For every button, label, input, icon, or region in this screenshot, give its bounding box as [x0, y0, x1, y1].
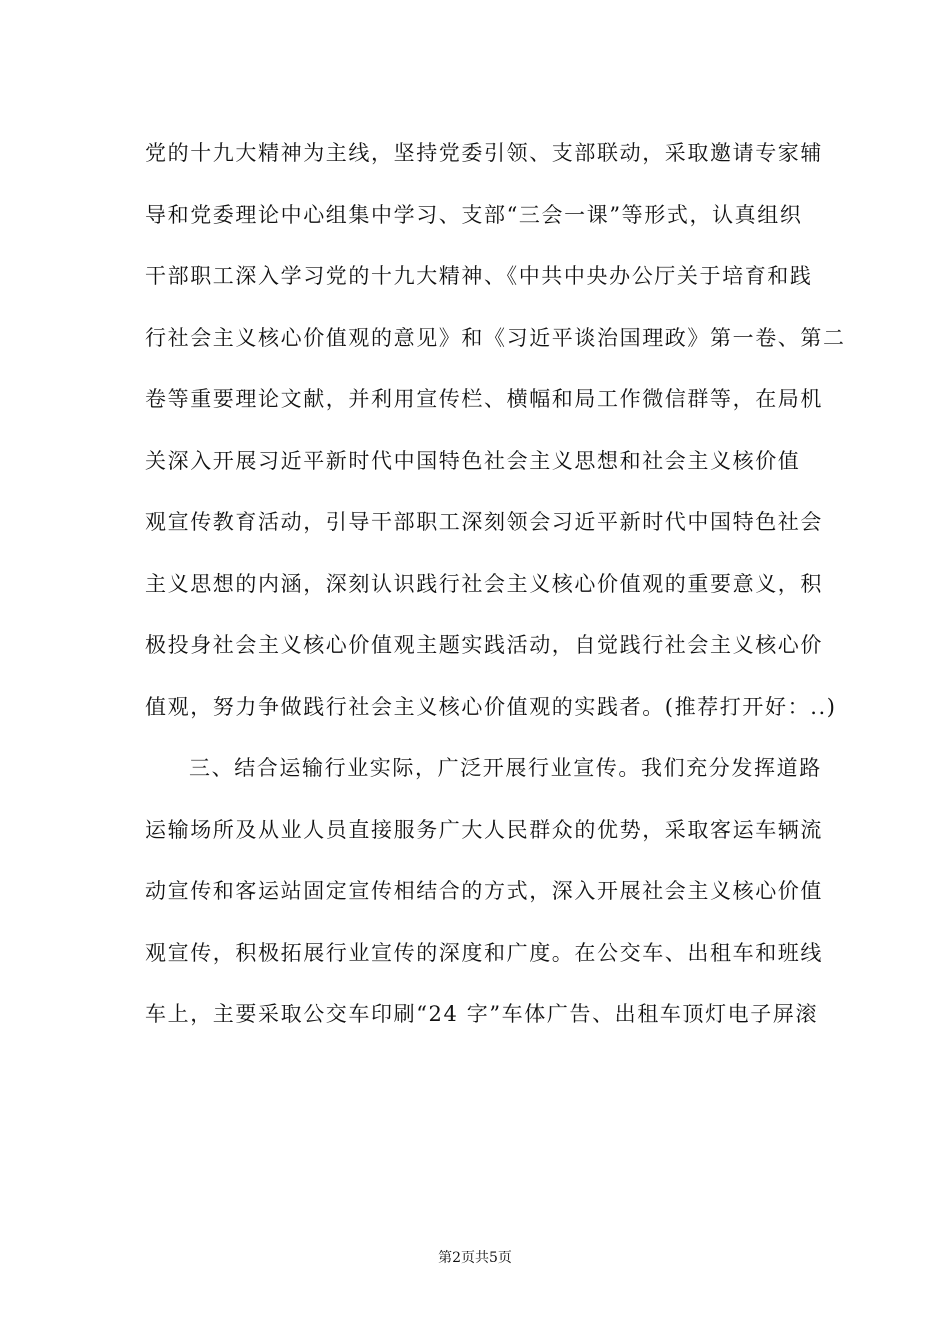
text-line: 党的十九大精神为主线，坚持党委引领、支部联动，采取邀请专家辅 [145, 141, 823, 165]
body-text [145, 126, 846, 1049]
text-line: 动宣传和客运站固定宣传相结合的方式，深入开展社会主义核心价值 [145, 879, 823, 903]
text-line: 干部职工深入学习党的十九大精神、《中共中央办公厅关于培育和践 [145, 264, 813, 288]
text-line: 值观，努力争做践行社会主义核心价值观的实践者。(推荐打开好：..) [145, 694, 837, 719]
text-line: 行社会主义核心价值观的意见》和《习近平谈治国理政》第一卷、第二 [145, 325, 846, 350]
text-line: 主义思想的内涵，深刻认识践行社会主义核心价值观的重要意义，积 [145, 571, 823, 596]
text-line: 运输场所及从业人员直接服务广大人民群众的优势，采取客运车辆流 [145, 817, 823, 842]
page-number-footer: 第2页共5页 [438, 1250, 512, 1266]
text-line: 卷等重要理论文献，并利用宣传栏、横幅和局工作微信群等，在局机 [145, 387, 823, 411]
text-line: 车上，主要采取公交车印刷“24 字”车体广告、出租车顶灯电子屏滚 [145, 1002, 819, 1026]
text-line: 极投身社会主义核心价值观主题实践活动，自觉践行社会主义核心价 [145, 633, 823, 657]
paragraph-start-line: 三、结合运输行业实际，广泛开展行业宣传。我们充分发挥道路 [189, 756, 822, 780]
text-line: 观宣传教育活动，引导干部职工深刻领会习近平新时代中国特色社会 [145, 510, 823, 534]
text-line: 观宣传，积极拓展行业宣传的深度和广度。在公交车、出租车和班线 [145, 940, 823, 965]
text-line: 导和党委理论中心组集中学习、支部“三会一课”等形式，认真组织 [145, 202, 803, 227]
text-line: 关深入开展习近平新时代中国特色社会主义思想和社会主义核价值 [145, 448, 801, 473]
